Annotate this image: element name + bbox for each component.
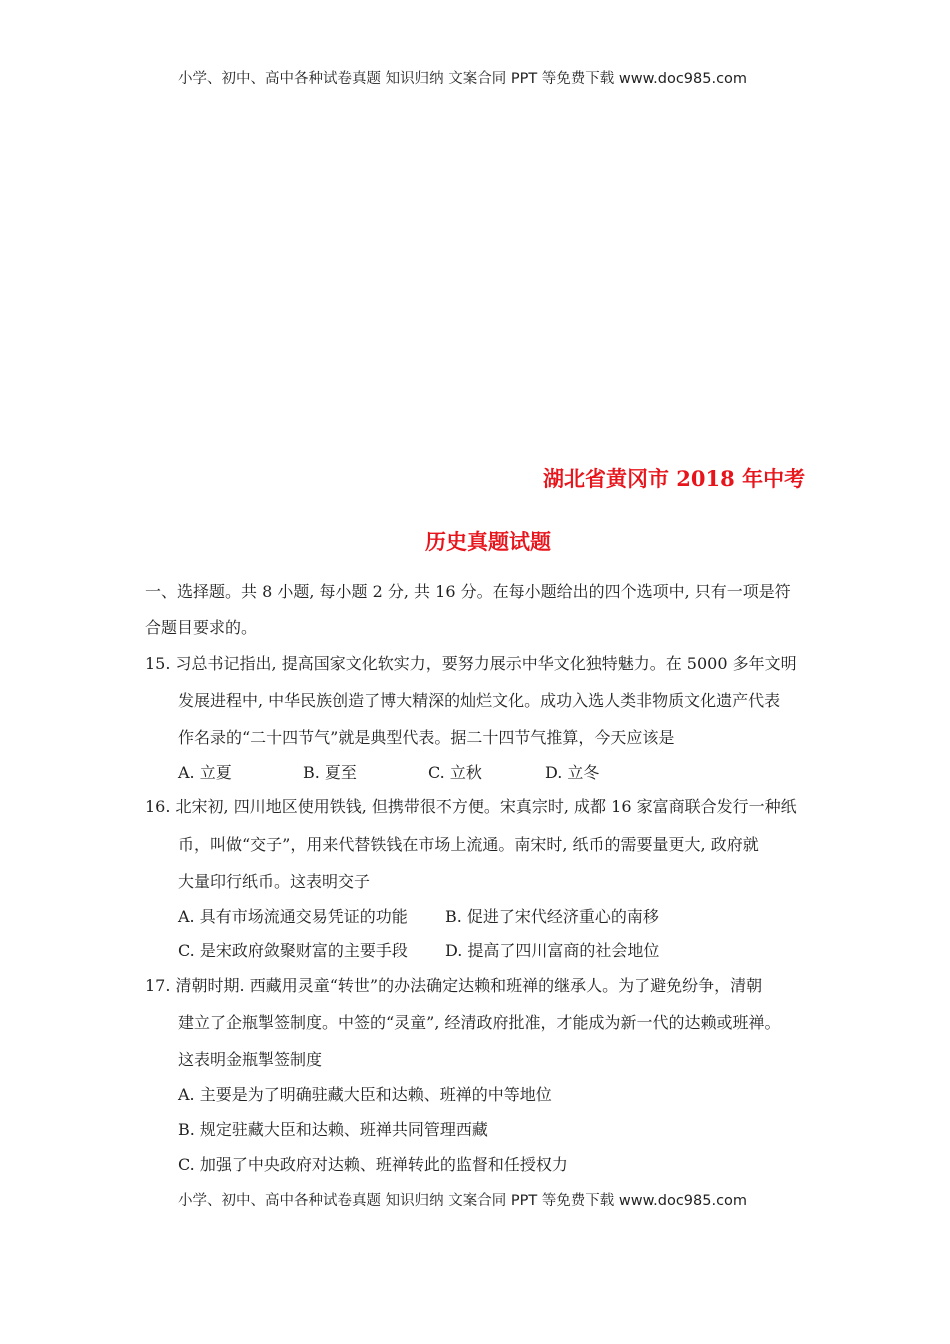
title-line-1: 湖北省黄冈市 2018 年中考 <box>543 466 806 491</box>
section-instruction: 一、选择题。共 8 小题, 每小题 2 分, 共 16 分。在每小题给出的四个选项中, 只有一项是符 <box>145 582 791 601</box>
page-header: 小学、初中、高中各种试卷真题 知识归纳 文案合同 PPT 等免费下载 www.doc985.com <box>178 71 748 87</box>
option-a: A. 立夏 <box>178 763 232 782</box>
option-b: B. 夏至 <box>303 763 357 782</box>
option-c: C. 立秋 <box>428 763 482 782</box>
page-footer: 小学、初中、高中各种试卷真题 知识归纳 文案合同 PPT 等免费下载 www.doc985.com <box>178 1193 748 1209</box>
question-stem: 17. 清朝时期. 西藏用灵童“转世”的办法确定达赖和班禅的继承人。为了避免纷争，清朝 <box>145 976 763 995</box>
question-stem: 币，叫做“交子”，用来代替铁钱在市场上流通。南宋时, 纸币的需要量更大, 政府就 <box>178 835 759 854</box>
question-stem: 这表明金瓶掣签制度 <box>178 1050 323 1069</box>
question-stem: 15. 习总书记指出, 提高国家文化软实力，要努力展示中华文化独特魅力。在 5000 多年文明 <box>145 654 797 673</box>
option-c: C. 是宋政府敛聚财富的主要手段 <box>178 941 408 960</box>
question-stem: 建立了企瓶掣签制度。中签的“灵童”, 经清政府批准，才能成为新一代的达赖或班禅。 <box>178 1013 781 1032</box>
option-d: D. 提高了四川富商的社会地位 <box>445 941 660 960</box>
option-b: B. 规定驻藏大臣和达赖、班禅共同管理西藏 <box>178 1120 488 1139</box>
option-b: B. 促进了宋代经济重心的南移 <box>445 907 659 926</box>
option-a: A. 主要是为了明确驻藏大臣和达赖、班禅的中等地位 <box>178 1085 552 1104</box>
question-stem: 16. 北宋初, 四川地区使用铁钱, 但携带很不方便。宋真宗时, 成都 16 家富商联合发行一种纸 <box>145 797 797 816</box>
question-stem: 发展进程中, 中华民族创造了博大精深的灿烂文化。成功入选人类非物质文化遗产代表 <box>178 691 781 710</box>
option-a: A. 具有市场流通交易凭证的功能 <box>178 907 408 926</box>
option-d: D. 立冬 <box>545 763 600 782</box>
title-line-2: 历史真题试题 <box>425 529 551 554</box>
question-stem: 作名录的“二十四节气”就是典型代表。据二十四节气推算，今天应该是 <box>178 728 675 747</box>
question-stem: 大量印行纸币。这表明交子 <box>178 872 371 891</box>
option-c: C. 加强了中央政府对达赖、班禅转此的监督和任授权力 <box>178 1155 568 1174</box>
section-instruction-cont: 合题目要求的。 <box>145 618 258 637</box>
